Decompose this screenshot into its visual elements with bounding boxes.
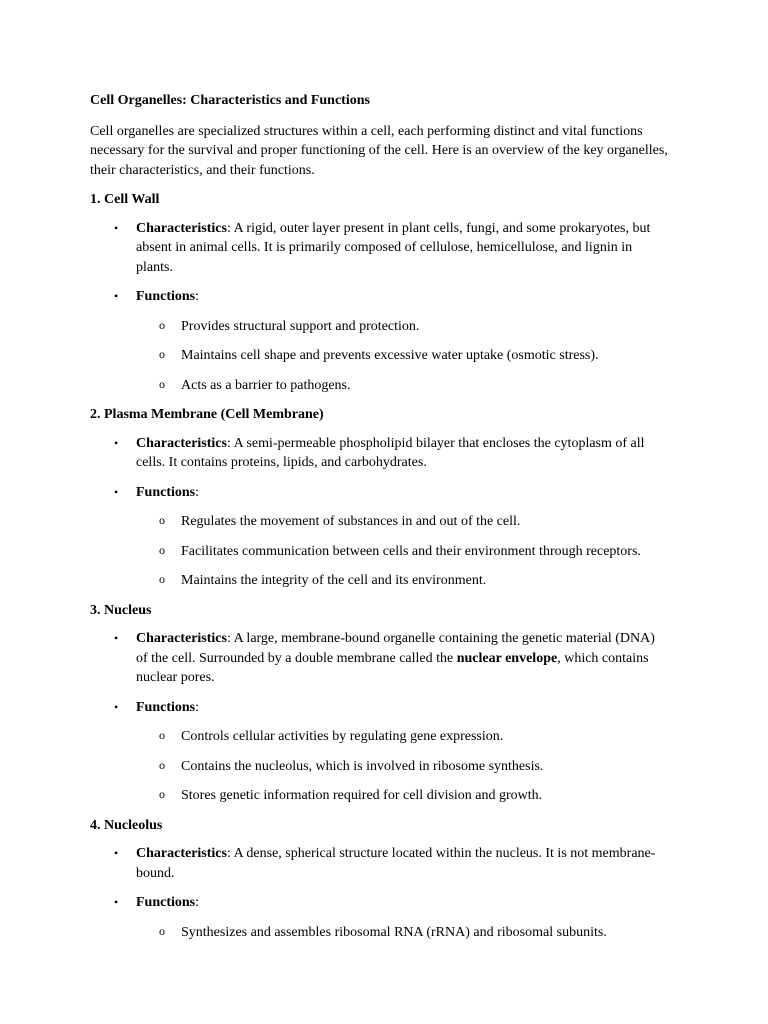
function-item <box>90 727 678 747</box>
characteristics-bullet <box>90 844 678 883</box>
section-plasma-membrane <box>90 405 678 591</box>
bullet-marker: • <box>114 846 119 860</box>
sub-bullet-marker: o <box>159 787 165 801</box>
section-nucleus <box>90 601 678 806</box>
function-item <box>90 923 678 943</box>
functions-bullet <box>90 287 678 307</box>
function-text: Provides structural support and protection. <box>181 318 420 334</box>
characteristics-label: Characteristics <box>136 435 227 451</box>
section-heading: 4. Nucleolus <box>90 817 163 833</box>
characteristics-label: Characteristics <box>136 220 227 236</box>
functions-bullet <box>90 698 678 718</box>
functions-colon: : <box>195 289 200 304</box>
section-heading: 2. Plasma Membrane (Cell Membrane) <box>90 407 324 422</box>
document-title: Cell Organelles: Characteristics and Functions <box>90 93 370 108</box>
function-text: Maintains cell shape and prevents excessive water uptake (osmotic stress). <box>181 348 599 363</box>
function-text: Controls cellular activities by regulating gene expression. <box>181 729 504 744</box>
characteristics-label: Characteristics <box>136 631 227 646</box>
sub-bullet-marker: o <box>159 572 165 586</box>
functions-label: Functions <box>136 484 196 500</box>
bullet-marker: • <box>114 631 119 645</box>
characteristics-text: : A semi-permeable phospholipid bilayer that encloses the cytoplasm of all cells. It contains proteins, lipids, and carbohydrates. <box>136 435 645 470</box>
characteristics-text-end: , which contains nuclear pores. <box>136 650 649 685</box>
functions-colon: : <box>195 699 200 715</box>
bullet-marker: • <box>114 699 119 714</box>
function-item <box>90 376 678 396</box>
function-text: Synthesizes and assembles ribosomal RNA (rRNA) and ribosomal subunits. <box>181 924 607 940</box>
sub-bullet-marker: o <box>159 317 165 332</box>
function-text: Acts as a barrier to pathogens. <box>181 377 351 393</box>
functions-bullet <box>90 893 678 913</box>
function-text: Contains the nucleolus, which is involved in ribosome synthesis. <box>181 758 544 774</box>
characteristics-bullet <box>90 219 678 278</box>
functions-label: Functions <box>136 699 196 715</box>
bullet-marker: • <box>114 220 119 235</box>
characteristics-bullet <box>90 629 678 688</box>
function-item <box>90 346 678 366</box>
functions-colon: : <box>195 895 200 910</box>
functions-label: Functions <box>136 289 196 304</box>
characteristics-text: : A rigid, outer layer present in plant cells, fungi, and some prokaryotes, but absent in animal cells. It is primarily composed of cellulose, hemicellulose, and lignin in plants. <box>136 220 651 275</box>
characteristics-label: Characteristics <box>136 846 227 861</box>
function-item <box>90 786 678 806</box>
function-item <box>90 542 678 562</box>
function-text: Regulates the movement of substances in and out of the cell. <box>181 514 521 529</box>
sub-bullet-marker: o <box>159 728 165 742</box>
function-text: Maintains the integrity of the cell and its environment. <box>181 573 487 588</box>
bullet-marker: • <box>114 484 119 499</box>
bullet-marker: • <box>114 289 119 303</box>
characteristics-text: : A dense, spherical structure located within the nucleus. It is not membrane-bound. <box>136 846 656 881</box>
function-item <box>90 512 678 532</box>
function-item <box>90 571 678 591</box>
sub-bullet-marker: o <box>159 757 165 772</box>
intro-paragraph: Cell organelles are specialized structures within a cell, each performing distinct and vital functions necessary for the survival and proper functioning of the cell. Here is an overview of the key organelles, their characteristics, and their functions. <box>90 123 668 178</box>
sub-bullet-marker: o <box>159 542 165 557</box>
sub-bullet-marker: o <box>159 376 165 391</box>
bullet-marker: • <box>114 435 119 450</box>
functions-bullet <box>90 483 678 503</box>
sub-bullet-marker: o <box>159 513 165 527</box>
section-nucleolus <box>90 816 678 943</box>
characteristics-bullet <box>90 434 678 473</box>
sub-bullet-marker: o <box>159 923 165 938</box>
section-heading: 1. Cell Wall <box>90 192 160 207</box>
function-text: Facilitates communication between cells and their environment through receptors. <box>181 543 641 559</box>
sub-bullet-marker: o <box>159 347 165 361</box>
section-cell-wall <box>90 190 678 395</box>
characteristics-text: : A large, membrane-bound organelle containing the genetic material (DNA) of the cell. Surrounded by a double membrane called the <box>136 631 655 666</box>
nuclear-envelope-term: nuclear envelope <box>456 650 558 666</box>
functions-colon: : <box>195 484 200 500</box>
function-item <box>90 757 678 777</box>
functions-label: Functions <box>136 895 196 910</box>
section-heading: 3. Nucleus <box>90 602 152 618</box>
function-text: Stores genetic information required for cell division and growth. <box>181 788 543 803</box>
function-item <box>90 317 678 337</box>
bullet-marker: • <box>114 895 119 909</box>
